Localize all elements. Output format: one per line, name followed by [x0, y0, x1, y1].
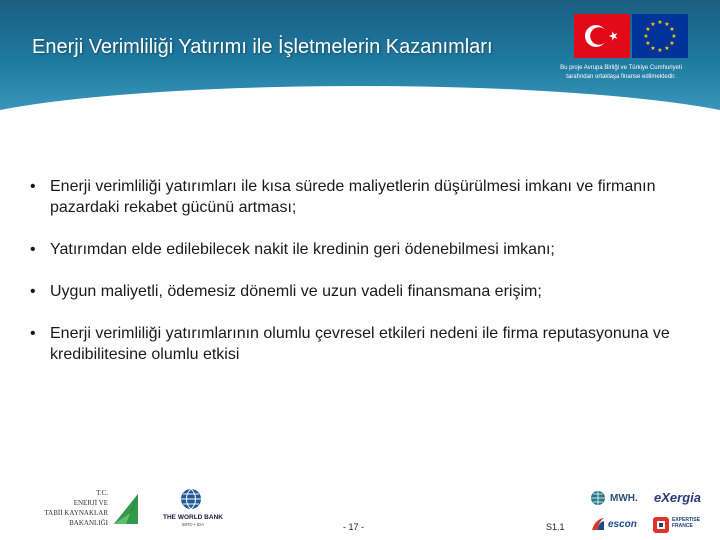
world-bank-globe-icon — [180, 488, 202, 510]
bullet-item: • Yatırımdan elde edilebilecek nakit ile kredinin geri ödenebilmesi imkanı; — [30, 239, 710, 260]
svg-text:★: ★ — [671, 33, 677, 40]
mwh-name: MWH. — [610, 493, 638, 504]
svg-text:★: ★ — [645, 40, 651, 47]
bullet-item: • Uygun maliyetli, ödemesiz dönemli ve uzun vadeli finansmana erişim; — [30, 281, 710, 302]
ministry-line1: T.C. — [96, 489, 108, 497]
ministry-line2: ENERJİ VE — [73, 499, 108, 507]
header-curve — [0, 86, 720, 112]
escon-mark-icon — [590, 516, 606, 532]
header-banner — [0, 0, 720, 112]
world-bank-name: THE WORLD BANK — [163, 514, 223, 521]
eu-note-line2: tarafından ortaklaşa finanse edilmektedir. — [566, 74, 676, 80]
svg-text:★: ★ — [669, 26, 675, 33]
world-bank-logo — [152, 486, 234, 532]
svg-text:★: ★ — [657, 47, 663, 54]
expertise-line2: FRANCE — [672, 523, 693, 529]
expertise-france-mark-icon — [652, 516, 670, 534]
exergia-logo: eXergia — [654, 490, 701, 505]
turkey-flag-icon — [574, 14, 630, 58]
ministry-logo — [28, 488, 148, 532]
footer — [0, 470, 720, 540]
svg-text:★: ★ — [669, 40, 675, 47]
svg-text:★: ★ — [664, 21, 670, 28]
ministry-line3: TABİİ KAYNAKLAR — [44, 509, 108, 517]
eu-funding-note — [536, 64, 706, 82]
mwh-globe-icon — [590, 490, 606, 506]
escon-logo — [590, 516, 646, 534]
svg-text:★: ★ — [650, 45, 656, 52]
ministry-emblem-icon — [112, 492, 140, 526]
page-number: - 17 - — [343, 522, 365, 532]
slide-code: S1.1 — [546, 522, 565, 532]
svg-text:★: ★ — [643, 33, 649, 40]
world-bank-sub: IBRD • IDA — [181, 522, 205, 527]
expertise-line1: EXPERTISE — [672, 517, 701, 523]
slide-title: Enerji Verimliliği Yatırımı ile İşletmelerin Kazanımları — [32, 36, 493, 58]
svg-text:★: ★ — [650, 21, 656, 28]
bullet-item: • Enerji verimliliği yatırımları ile kısa sürede maliyetlerin düşürülmesi imkanı ve firmanın pazardaki rekabet gücünü artması; — [30, 176, 710, 218]
eu-flag-icon — [632, 14, 688, 58]
bullet-list — [30, 176, 710, 386]
ministry-name — [28, 488, 108, 528]
mwh-logo — [590, 490, 650, 508]
expertise-france-name — [672, 517, 700, 529]
svg-text:★: ★ — [657, 19, 663, 26]
eu-note-line1: Bu proje Avrupa Birliği ve Türkiye Cumhuriyeti — [560, 65, 682, 71]
bullet-item: • Enerji verimliliği yatırımlarının olumlu çevresel etkileri nedeni ile firma reputasyonuna ve kredibilitesine olumlu etkisi — [30, 323, 710, 365]
expertise-france-logo — [652, 516, 712, 536]
svg-text:★: ★ — [664, 45, 670, 52]
ministry-line4: BAKANLIĞI — [69, 519, 108, 527]
escon-name: escon — [608, 519, 637, 530]
svg-text:★: ★ — [645, 26, 651, 33]
